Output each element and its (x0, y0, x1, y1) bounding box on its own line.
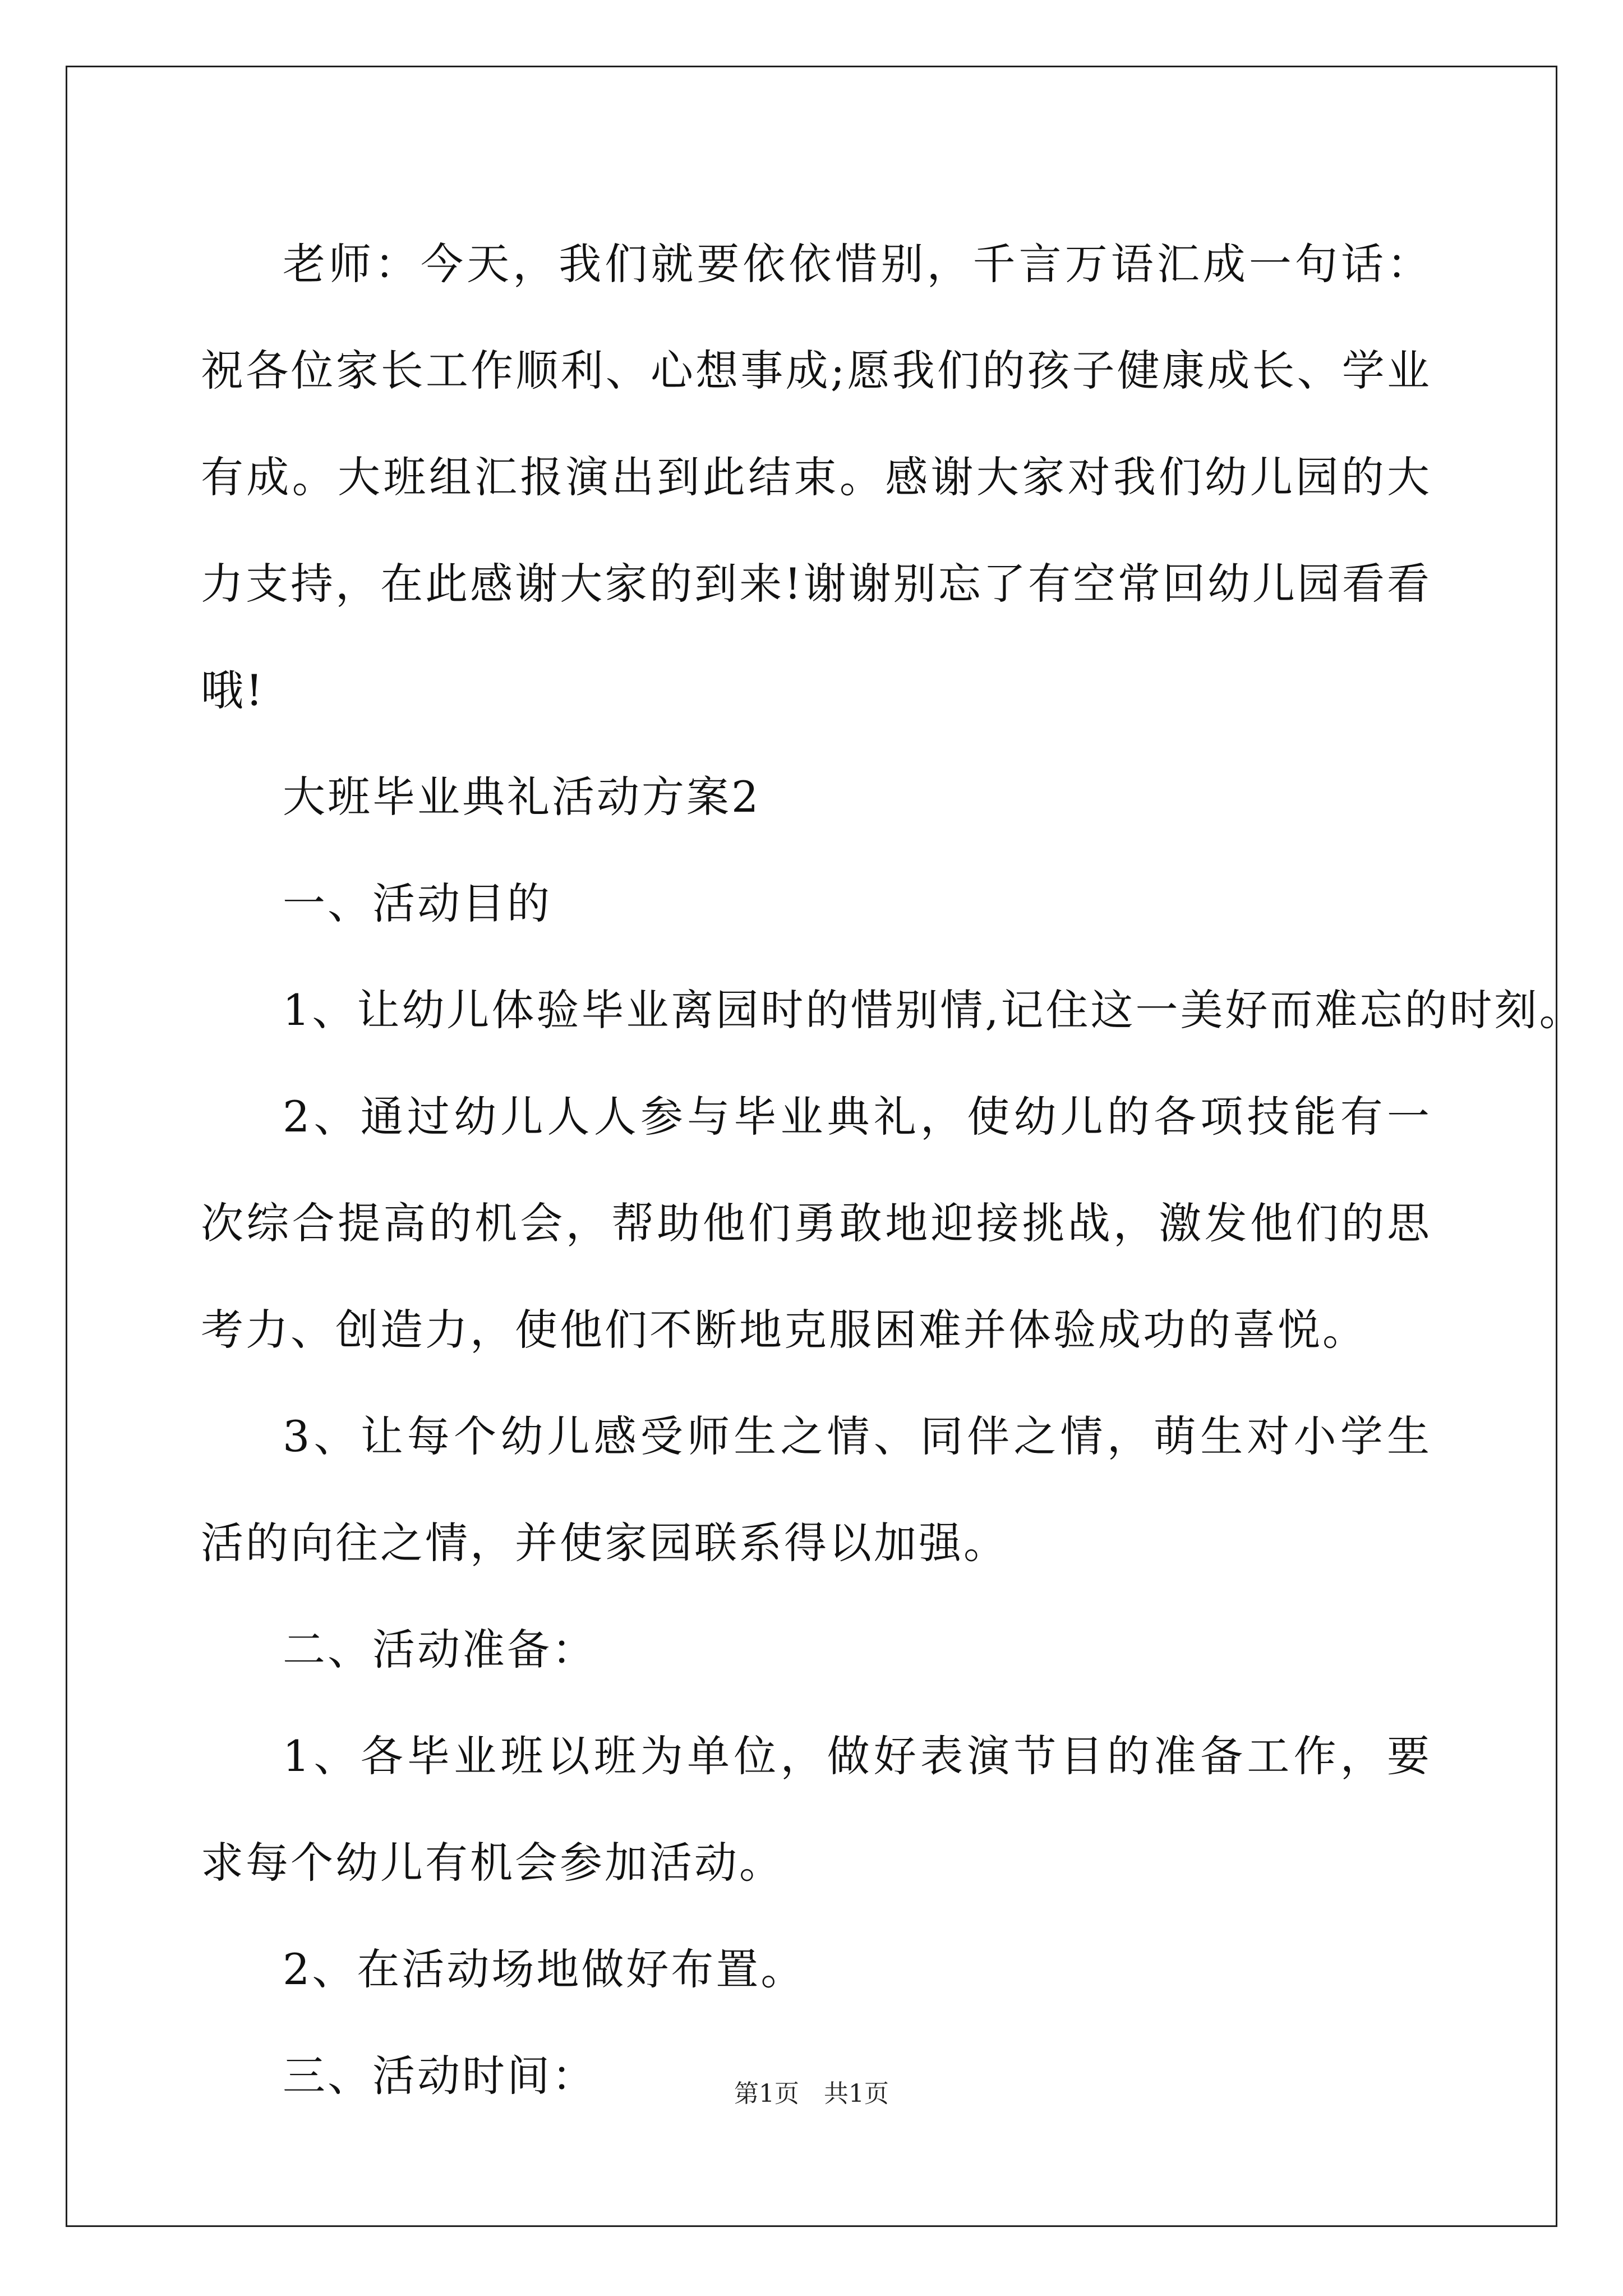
heading-activity-purpose: 一、活动目的 (283, 878, 552, 928)
preparation-item-1: 1、各毕业班以班为单位，做好表演节目的准备工作，要求每个幼儿有机会参加活动。 (201, 1731, 1432, 1888)
heading-activity-preparation: 二、活动准备： (283, 1625, 597, 1674)
purpose-item-3: 3、让每个幼儿感受师生之情、同伴之情，萌生对小学生活的向往之情，并使家园联系得以加强。 (201, 1411, 1432, 1568)
purpose-item-1: 1、让幼儿体验毕业离园时的惜别情,记住这一美好而难忘的时刻。 (283, 985, 1584, 1035)
purpose-item-2: 2、通过幼儿人人参与毕业典礼，使幼儿的各项技能有一次综合提高的机会，帮助他们勇敢地迎接挑战，激发他们的思考力、创造力，使他们不断地克服困难并体验成功的喜悦。 (201, 1092, 1432, 1355)
section-title: 大班毕业典礼活动方案2 (283, 772, 761, 822)
document-body (201, 211, 1584, 2129)
preparation-item-2: 2、在活动场地做好布置。 (283, 1944, 806, 1994)
paragraph-closing-remarks: 老师：今天，我们就要依依惜别，千言万语汇成一句话：祝各位家长工作顺利、心想事成;愿我们的孩子健康成长、学业有成。大班组汇报演出到此结束。感谢大家对我们幼儿园的大力支持，在此感谢大家的到来!谢谢别忘了有空常回幼儿园看看哦! (201, 239, 1432, 715)
page-number: 第1页 共1页 (734, 2079, 889, 2108)
heading-activity-time: 三、活动时间： (283, 2051, 597, 2101)
